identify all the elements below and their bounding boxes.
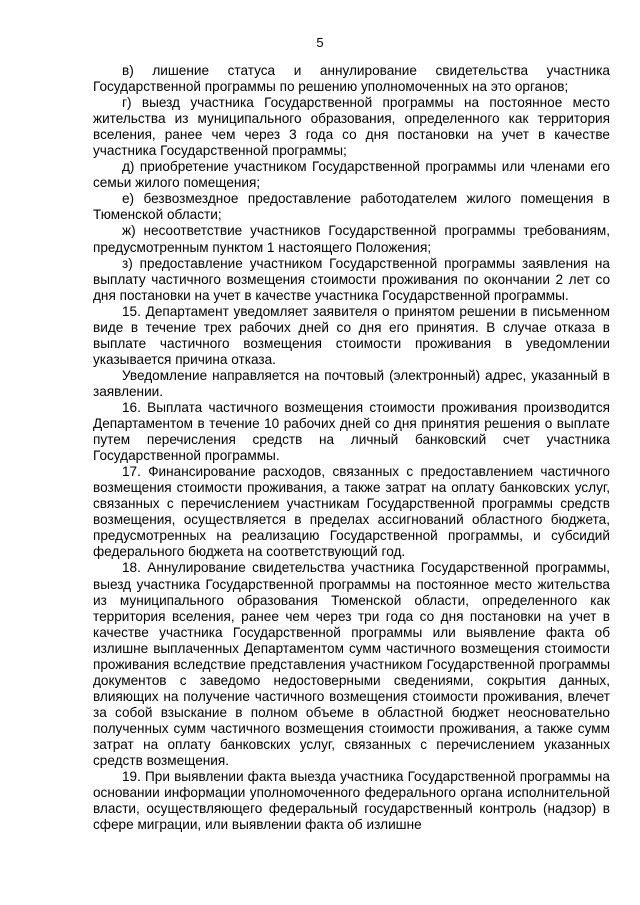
paragraph-clause-16: 16. Выплата частичного возмещения стоимости проживания производится Департаментом в течение 10 рабочих дней со дня принятия решения о выплате путем перечисления средств на личный банковский счет участника Государственной программы.: [93, 399, 610, 464]
paragraph-item-g: г) выезд участника Государственной программы на постоянное место жительства из муниципального образования, определенного как территория вселения, ранее чем через 3 года со дня постановки на учет в качестве участника Государственной программы;: [93, 95, 610, 159]
paragraph-clause-17: 17. Финансирование расходов, связанных с предоставлением частичного возмещения стоимости проживания, а также затрат на оплату банковских услуг, связанных с перечислением участникам Государственной программы средств возмещения, осуществляется в пределах ассигнований областного бюджета, предусмотренных на реализацию Государственной программы, и субсидий федерального бюджета на соответствующий год.: [93, 464, 610, 560]
paragraph-item-z: з) предоставление участником Государственной программы заявления на выплату частичного возмещения стоимости проживания по окончании 2 лет со дня постановки на учет в качестве участника Государственной программы.: [93, 255, 610, 303]
paragraph-item-e: е) безвозмездное предоставление работодателем жилого помещения в Тюменской области;: [93, 191, 610, 223]
paragraph-clause-18: 18. Аннулирование свидетельства участника Государственной программы, выезд участника Государственной программы на постоянное место жительства из муниципального образования Тюменской области, определенного как территория вселения, ранее чем через три года со дня постановки на учет в качестве участника Государственной программы или выявление факта об излишне выплаченных Департаментом сумм частичного возмещения стоимости проживания вследствие представления участником Государственной программы документов с заведомо недостоверными сведениями, сокрытия данных, влияющих на получение частичного возмещения стоимости проживания, влечет за собой взыскание в полном объеме в областной бюджет неосновательно полученных сумм частичного возмещения стоимости проживания, а также сумм затрат на оплату банковских услуг, связанных с перечислением указанных средств возмещения.: [93, 560, 610, 769]
paragraph-clause-19: 19. При выявлении факта выезда участника Государственной программы на основании информации уполномоченного федерального органа исполнительной власти, осуществляющего федеральный государственный контроль (надзор) в сфере миграции, или выявлении факта об излишне: [93, 769, 610, 833]
paragraph-item-zh: ж) несоответствие участников Государственной программы требованиям, предусмотренным пунктом 1 настоящего Положения;: [93, 223, 610, 255]
paragraph-clause-15: 15. Департамент уведомляет заявителя о принятом решении в письменном виде в течение трех рабочих дней со дня его принятия. В случае отказа в выплате частичного возмещения стоимости проживания в уведомлении указывается причина отказа.: [93, 303, 610, 367]
paragraph-item-v: в) лишение статуса и аннулирование свидетельства участника Государственной программы по решению уполномоченных на это органов;: [93, 63, 610, 95]
page-number: 5: [316, 35, 324, 50]
paragraph-notification-address: Уведомление направляется на почтовый (электронный) адрес, указанный в заявлении.: [93, 367, 610, 399]
document-body: [93, 63, 610, 833]
paragraph-item-d: д) приобретение участником Государственной программы или членами его семьи жилого помещения;: [93, 159, 610, 191]
